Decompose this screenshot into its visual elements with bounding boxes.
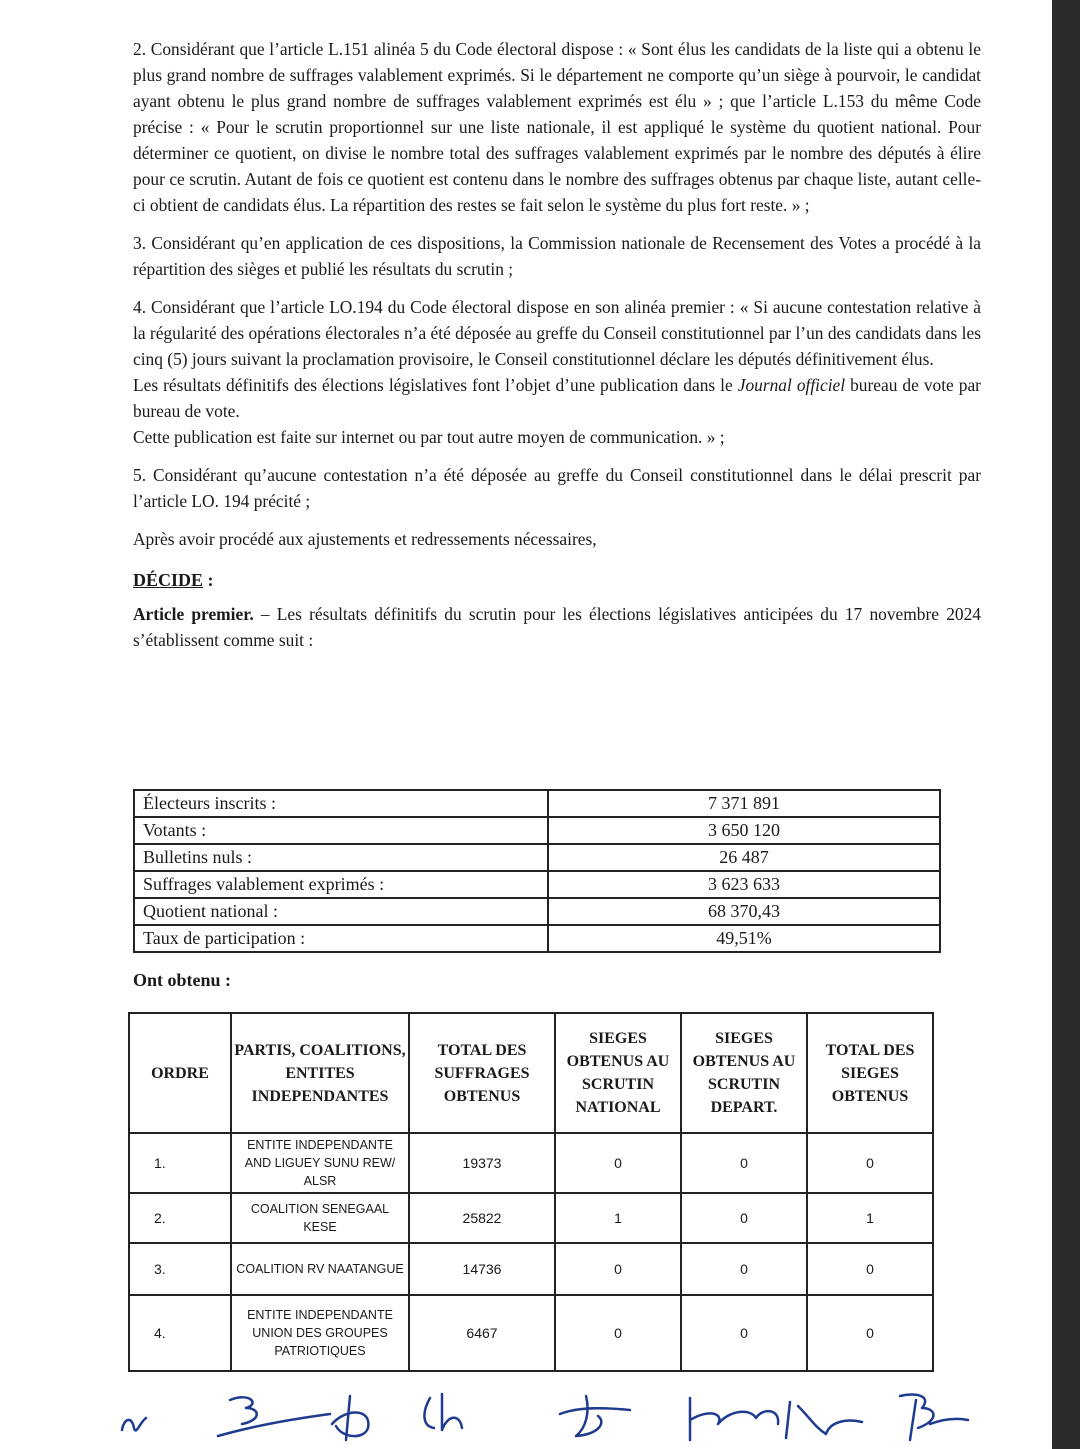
stat-value: 68 370,43 [548, 898, 940, 925]
table-row [134, 898, 940, 925]
stat-label: Votants : [134, 817, 548, 844]
row-total-sieges: 0 [807, 1295, 933, 1371]
signatures [110, 1378, 990, 1448]
results-table [128, 1012, 934, 1372]
decide-heading [133, 570, 981, 591]
stat-label: Bulletins nuls : [134, 844, 548, 871]
signature-scribbles [110, 1378, 990, 1448]
paragraph-4-publication [133, 372, 981, 424]
header-total-sieges: TOTAL DES SIEGES OBTENUS [807, 1013, 933, 1133]
paragraph-2: 2. Considérant que l’article L.151 alinéa 5 du Code électoral dispose : « Sont élus les candidats de la liste qui a obtenu le plus grand nombre de suffrages valablement exprimés. Si le département ne comporte qu’un siège à pourvoir, le candidat ayant obtenu le plus grand nombre de suffrages valablement exprimés est élu » ; que l’article L.153 du même Code précise : « Pour le scrutin proportionnel sur une liste nationale, il est appliqué le système du quotient national. Pour déterminer ce quotient, on divise le nombre total des suffrages valablement exprimés par le nombre des députés à élire pour ce scrutin. Autant de fois ce quotient est contenu dans le nombre des suffrages obtenus par chaque liste, autant celle-ci obtient de candidats élus. La répartition des restes se fait selon le système du plus fort reste. » ; [133, 39, 981, 215]
stat-label: Suffrages valablement exprimés : [134, 871, 548, 898]
stat-label: Taux de participation : [134, 925, 548, 952]
row-total-sieges: 0 [807, 1133, 933, 1193]
row-ordre: 2. [129, 1193, 231, 1243]
row-party: COALITION SENEGAAL KESE [231, 1193, 409, 1243]
header-sieges-national: SIEGES OBTENUS AU SCRUTIN NATIONAL [555, 1013, 681, 1133]
paragraph-4-publication-text: Les résultats définitifs des élections législatives font l’objet d’une publication dans le [133, 375, 738, 395]
table-row [134, 844, 940, 871]
row-suffrages: 6467 [409, 1295, 555, 1371]
row-sieges-national: 1 [555, 1193, 681, 1243]
row-ordre: 3. [129, 1243, 231, 1295]
row-sieges-national: 0 [555, 1133, 681, 1193]
table-row [134, 925, 940, 952]
signature-5 [560, 1396, 630, 1436]
article-premier [133, 601, 981, 653]
table-row [134, 817, 940, 844]
summary-table [133, 789, 941, 953]
document-body [133, 36, 981, 653]
stat-value: 26 487 [548, 844, 940, 871]
row-party: COALITION RV NAATANGUE [231, 1243, 409, 1295]
header-total-suffrages: TOTAL DES SUFFRAGES OBTENUS [409, 1013, 555, 1133]
row-suffrages: 19373 [409, 1133, 555, 1193]
row-ordre: 4. [129, 1295, 231, 1371]
stat-label: Quotient national : [134, 898, 548, 925]
row-sieges-national: 0 [555, 1243, 681, 1295]
ont-obtenu-heading: Ont obtenu : [133, 970, 232, 990]
row-party: ENTITE INDEPENDANTE AND LIGUEY SUNU REW/ ALSR [231, 1133, 409, 1193]
signature-2 [218, 1397, 330, 1436]
paragraph-4: 4. Considérant que l’article LO.194 du Code électoral dispose en son alinéa premier : « Si aucune contestation relative à la régularité des opérations électorales n’a été déposée au greffe du Conseil constitutionnel par l’un des candidats dans les cinq (5) jours suivant la proclamation provisoire, le Conseil constitutionnel déclare les députés définitivement élus. [133, 297, 981, 369]
paragraph-4-publication-tail: bureau de vote par bureau de vote. [133, 375, 981, 421]
row-suffrages: 14736 [409, 1243, 555, 1295]
signature-1 [122, 1418, 146, 1430]
stat-value: 3 650 120 [548, 817, 940, 844]
header-ordre: ORDRE [129, 1013, 231, 1133]
row-party: ENTITE INDEPENDANTE UNION DES GROUPES PATRIOTIQUES [231, 1295, 409, 1371]
stat-value: 3 623 633 [548, 871, 940, 898]
article-label: Article premier. [133, 604, 254, 624]
stat-label: Électeurs inscrits : [134, 790, 548, 817]
table-row [129, 1243, 933, 1295]
stat-value: 7 371 891 [548, 790, 940, 817]
header-sieges-depart: SIEGES OBTENUS AU SCRUTIN DEPART. [681, 1013, 807, 1133]
table-row [129, 1193, 933, 1243]
results-header-row [129, 1013, 933, 1133]
stat-value: 49,51% [548, 925, 940, 952]
row-ordre: 1. [129, 1133, 231, 1193]
row-total-sieges: 0 [807, 1243, 933, 1295]
table-row [134, 871, 940, 898]
paragraph-5: 5. Considérant qu’aucune contestation n’a été déposée au greffe du Conseil constitutionnel dans le délai prescrit par l’article LO. 194 précité ; [133, 465, 981, 511]
row-suffrages: 25822 [409, 1193, 555, 1243]
row-sieges-depart: 0 [681, 1193, 807, 1243]
signature-3 [332, 1396, 368, 1440]
row-total-sieges: 1 [807, 1193, 933, 1243]
signature-8 [900, 1395, 968, 1441]
decide-word: DÉCIDE [133, 570, 204, 590]
row-sieges-depart: 0 [681, 1133, 807, 1193]
signature-7 [786, 1402, 862, 1438]
journal-officiel-italic: Journal officiel [737, 375, 846, 395]
decide-suffix: : [203, 570, 214, 590]
row-sieges-depart: 0 [681, 1243, 807, 1295]
paragraph-3: 3. Considérant qu’en application de ces dispositions, la Commission nationale de Recensement des Votes a procédé à la répartition des sièges et publié les résultats du scrutin ; [133, 233, 981, 279]
paragraph-6: Après avoir procédé aux ajustements et redressements nécessaires, [133, 529, 597, 549]
paragraph-4-communication: Cette publication est faite sur internet ou par tout autre moyen de communication. » ; [133, 427, 725, 447]
table-row [134, 790, 940, 817]
table-row [129, 1295, 933, 1371]
row-sieges-national: 0 [555, 1295, 681, 1371]
header-partis: PARTIS, COALITIONS, ENTITES INDEPENDANTES [231, 1013, 409, 1133]
signature-4 [424, 1394, 462, 1430]
article-text: – Les résultats définitifs du scrutin pour les élections législatives anticipées du 17 novembre 2024 s’établissent comme suit : [133, 604, 981, 650]
row-sieges-depart: 0 [681, 1295, 807, 1371]
signature-6 [690, 1398, 778, 1440]
table-row [129, 1133, 933, 1193]
